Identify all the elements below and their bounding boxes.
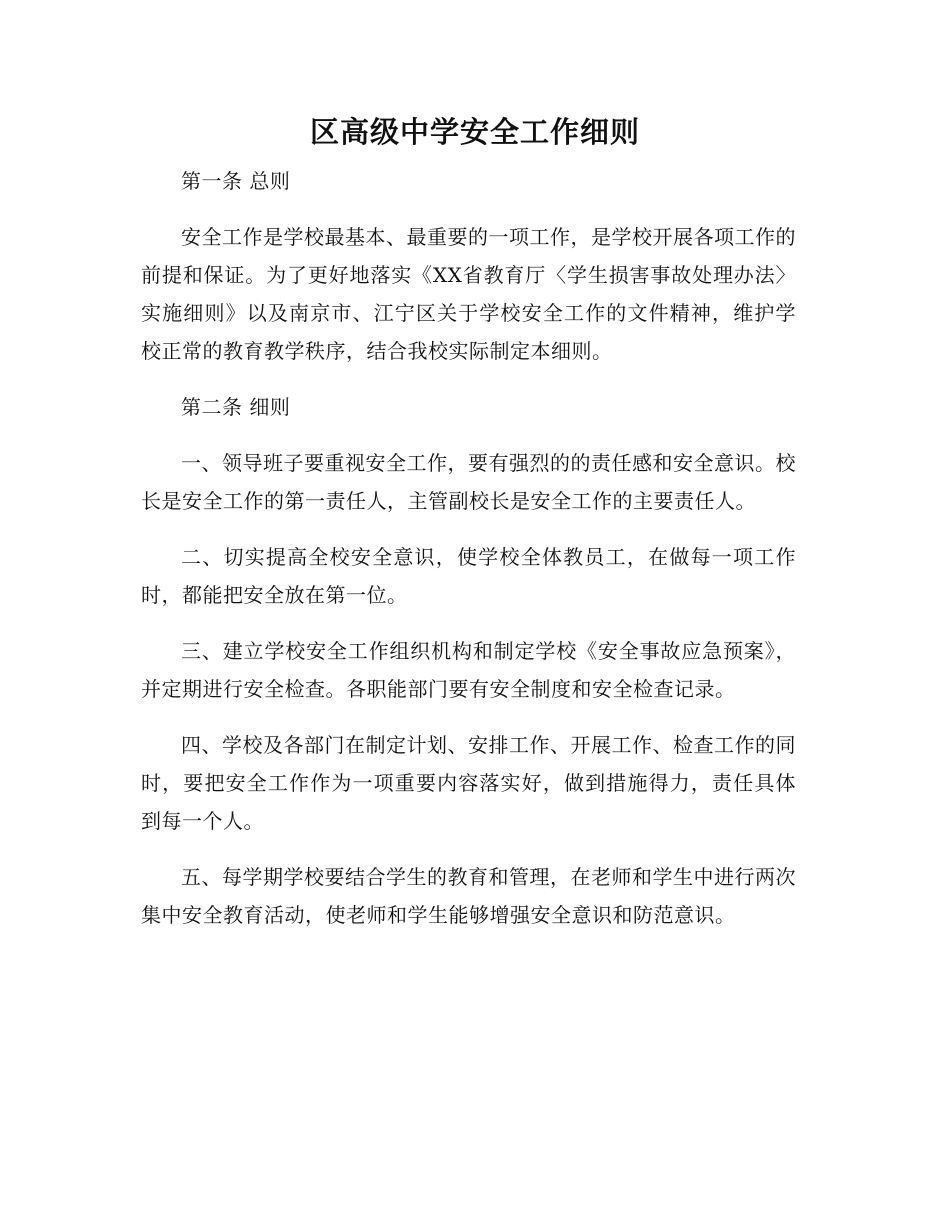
- paragraph-rule-4: 四、学校及各部门在制定计划、安排工作、开展工作、检查工作的同时，要把安全工作作为一项重要内容落实好，做到措施得力，责任具体到每一个人。: [141, 733, 796, 833]
- paragraph-rule-1: 一、领导班子要重视安全工作，要有强烈的的责任感和安全意识。校长是安全工作的第一责任人，主管副校长是安全工作的主要责任人。: [141, 451, 796, 513]
- document-title: 区高级中学安全工作细则: [309, 115, 640, 149]
- section-heading-general: 第一条 总则: [181, 169, 291, 193]
- paragraph-rule-2: 二、切实提高全校安全意识，使学校全体教员工，在做每一项工作时，都能把安全放在第一位。: [141, 545, 796, 607]
- paragraph-general-intro: 安全工作是学校最基本、最重要的一项工作，是学校开展各项工作的前提和保证。为了更好地落实《XX省教育厅〈学生损害事故处理办法〉实施细则》以及南京市、江宁区关于学校安全工作的文件精神，维护学校正常的教育教学秩序，结合我校实际制定本细则。: [141, 225, 796, 363]
- section-heading-rules: 第二条 细则: [181, 395, 291, 419]
- document-body: [141, 162, 796, 952]
- paragraph-rule-3: 三、建立学校安全工作组织机构和制定学校《安全事故应急预案》，并定期进行安全检查。各职能部门要有安全制度和安全检查记录。: [141, 639, 796, 701]
- paragraph-rule-5: 五、每学期学校要结合学生的教育和管理，在老师和学生中进行两次集中安全教育活动，使老师和学生能够增强安全意识和防范意识。: [141, 865, 796, 927]
